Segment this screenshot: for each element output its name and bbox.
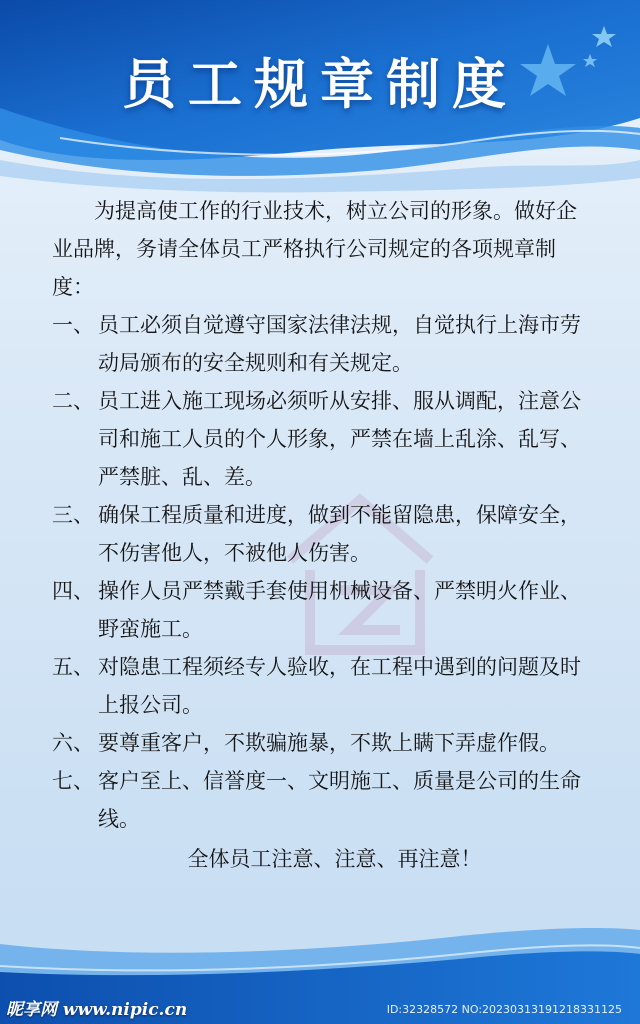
rule-number: 七、 — [52, 769, 94, 793]
footer-bar — [0, 990, 640, 1024]
rule-number: 五、 — [52, 655, 94, 679]
rule-text: 员工进入施工现场必须听从安排、服从调配，注意公司和施工人员的个人形象，严禁在墙上乱涂、乱写、严禁脏、乱、差。 — [98, 389, 581, 489]
rule-text: 确保工程质量和进度，做到不能留隐患，保障安全，不伤害他人，不被他人伤害。 — [98, 503, 581, 565]
rule-number: 四、 — [52, 579, 94, 603]
rule-text: 员工必须自觉遵守国家法律法规，自觉执行上海市劳动局颁布的安全规则和有关规定。 — [98, 313, 581, 375]
rule-item — [52, 572, 597, 648]
rule-text: 要尊重客户，不欺骗施暴，不欺上瞒下弄虚作假。 — [98, 731, 560, 755]
rules-body — [52, 192, 597, 878]
page-title: 员工规章制度 — [122, 53, 518, 116]
rule-item — [52, 762, 597, 838]
rule-number: 一、 — [52, 313, 94, 337]
rule-text: 对隐患工程须经专人验收，在工程中遇到的问题及时上报公司。 — [98, 655, 581, 717]
rule-item — [52, 648, 597, 724]
rule-item — [52, 724, 597, 762]
rule-item — [52, 382, 597, 496]
rule-number: 六、 — [52, 731, 94, 755]
site-watermark: 昵享网 www.nipic.cn — [6, 1000, 188, 1020]
rule-item — [52, 496, 597, 572]
rule-number: 三、 — [52, 503, 94, 527]
image-id-watermark: ID:32328572 NO:20230313191218331125 — [386, 1003, 622, 1016]
closing-slogan: 全体员工注意、注意、再注意！ — [187, 847, 482, 871]
intro-paragraph: 为提高使工作的行业技术，树立公司的形象。做好企业品牌，务请全体员工严格执行公司规定的各项规章制度： — [52, 199, 577, 299]
rule-item — [52, 306, 597, 382]
rule-number: 二、 — [52, 389, 94, 413]
rule-text: 操作人员严禁戴手套使用机械设备、严禁明火作业、野蛮施工。 — [98, 579, 581, 641]
rule-text: 客户至上、信誉度一、文明施工、质量是公司的生命线。 — [98, 769, 581, 831]
